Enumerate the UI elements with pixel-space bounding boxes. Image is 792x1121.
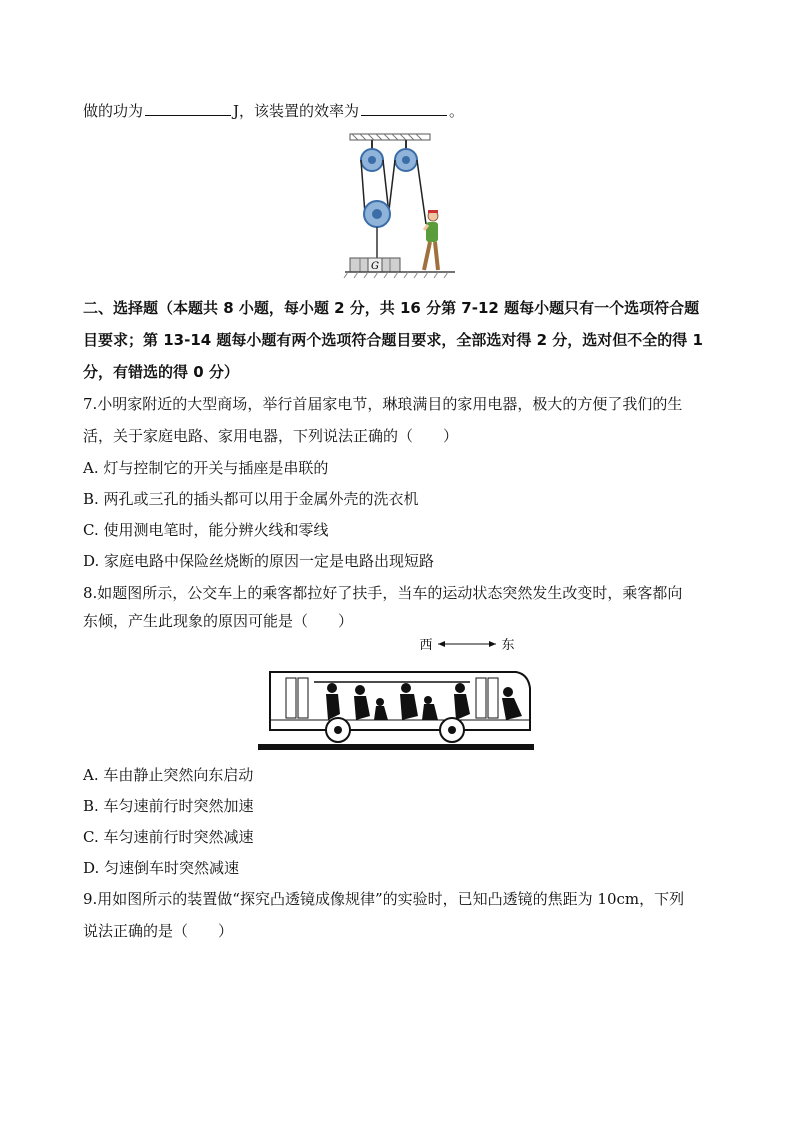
q9-stem-line-1: 9.用如图所示的装置做“探究凸透镜成像规律”的实验时，已知凸透镜的焦距为 10cm，下列 xyxy=(83,890,685,908)
fixed-pulley-right xyxy=(395,149,417,171)
section-heading-line-3: 分，有错选的得 0 分） xyxy=(83,363,239,381)
q8-stem-line-1: 8.如题图所示，公交车上的乘客都拉好了扶手，当车的运动状态突然发生改变时，乘客都向 xyxy=(83,584,683,602)
section-heading-line-2: 目要求；第 13-14 题每小题有两个选项符合题目要求，全部选对得 2 分，选对但不全的得 1 xyxy=(83,331,703,349)
weight-block xyxy=(350,258,400,272)
q8-stem-line-2: 东倾，产生此现象的原因可能是（ ） xyxy=(83,612,354,630)
q6-text-3: 。 xyxy=(449,102,465,120)
q8-option-c[interactable]: C. 车匀速前行时突然减速 xyxy=(83,828,254,846)
q7-option-a[interactable]: A. 灯与控制它的开关与插座是串联的 xyxy=(83,459,329,477)
person-pulling-rope xyxy=(424,210,438,270)
movable-pulley xyxy=(364,201,390,227)
q8-option-d[interactable]: D. 匀速倒车时突然减速 xyxy=(83,859,240,877)
ceiling xyxy=(350,134,430,140)
q9-stem-line-2: 说法正确的是（ ） xyxy=(83,922,234,940)
weight-label: G xyxy=(371,261,379,272)
q7-stem-line-1: 7.小明家附近的大型商场，举行首届家电节，琳琅满目的家用电器，极大的方便了我们的生 xyxy=(83,395,683,413)
bus-figure xyxy=(256,630,536,755)
fixed-pulley-left xyxy=(361,149,383,171)
q7-option-b[interactable]: B. 两孔或三孔的插头都可以用于金属外壳的洗衣机 xyxy=(83,490,419,508)
east-label: 东 xyxy=(501,638,515,653)
q6-text-2: J，该装置的效率为 xyxy=(233,102,360,120)
bus-body xyxy=(270,672,530,730)
q6-text-1: 做的功为 xyxy=(83,102,144,120)
direction-arrow xyxy=(438,641,496,647)
road xyxy=(258,744,534,750)
answer-blank-efficiency[interactable] xyxy=(361,101,447,116)
q8-option-b[interactable]: B. 车匀速前行时突然加速 xyxy=(83,797,254,815)
west-label: 西 xyxy=(419,638,433,653)
q7-option-c[interactable]: C. 使用测电笔时，能分辨火线和零线 xyxy=(83,521,329,539)
q7-stem-line-2: 活，关于家庭电路、家用电器，下列说法正确的（ ） xyxy=(83,427,459,445)
pulley-system-figure xyxy=(340,132,460,282)
q7-option-d[interactable]: D. 家庭电路中保险丝烧断的原因一定是电路出现短路 xyxy=(83,552,435,570)
answer-blank-work[interactable] xyxy=(145,101,231,116)
q6-tail-line xyxy=(83,101,464,121)
section-heading-line-1: 二、选择题（本题共 8 小题，每小题 2 分，共 16 分第 7-12 题每小题只有一个选项符合题 xyxy=(83,299,700,317)
q8-option-a[interactable]: A. 车由静止突然向东启动 xyxy=(83,766,254,784)
